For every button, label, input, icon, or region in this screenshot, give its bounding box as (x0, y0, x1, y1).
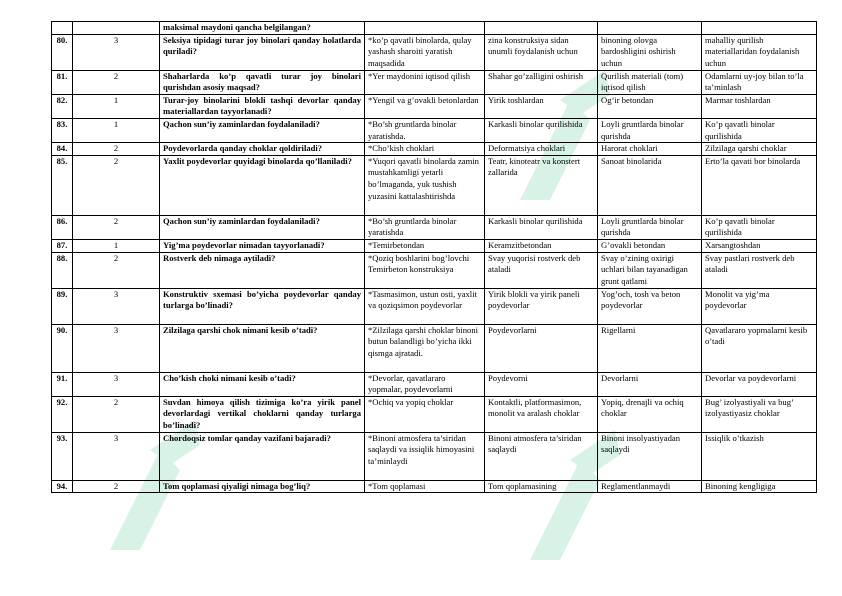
difficulty-level: 2 (73, 215, 160, 239)
correct-answer (365, 22, 485, 35)
table-row (52, 252, 817, 288)
answer-option: Bug’ izolyastiyali va bug’ izolyastiyasiz choklar (702, 396, 817, 432)
question-number: 92. (52, 396, 73, 432)
answer-option: Sanoat binolarida (598, 155, 702, 215)
answer-option: Qavatlararo yopmalarni kesib o’tadi (702, 324, 817, 372)
difficulty-level: 2 (73, 155, 160, 215)
correct-answer: *Tasmasimon, ustun osti, yaxlit va qoziqsimon poydevorlar (365, 288, 485, 324)
difficulty-level: 1 (73, 118, 160, 142)
answer-option: mahalliy qurilish materiallaridan foydalanish uchun (702, 34, 817, 70)
question-number: 85. (52, 155, 73, 215)
question-text: Yaxlit poydevorlar quyidagi binolarda qo’llaniladi? (160, 155, 365, 215)
question-number: 94. (52, 480, 73, 493)
question-number: 86. (52, 215, 73, 239)
table-row (52, 34, 817, 70)
question-number: 82. (52, 94, 73, 118)
difficulty-level: 3 (73, 372, 160, 396)
question-text: Zilzilaga qarshi chok nimani kesib o’tadi? (160, 324, 365, 372)
answer-option: Svay o’zining oxirigi uchlari bilan tayanadigan grunt qatlami (598, 252, 702, 288)
table-row (52, 22, 817, 35)
correct-answer: *Yuqori qavatli binolarda zamin mustahkamligi yetarli bo’lmaganda, yuk tushish yuzasini kattalashtirishda (365, 155, 485, 215)
table-row (52, 324, 817, 372)
difficulty-level: 2 (73, 143, 160, 156)
correct-answer: *Cho’kish choklari (365, 143, 485, 156)
question-text: Seksiya tipidagi turar joy binolari qanday holatlarda quriladi? (160, 34, 365, 70)
question-text: Shaharlarda ko’p qavatli turar joy binolari qurishdan asosiy maqsad? (160, 70, 365, 94)
question-text: Konstruktiv sxemasi bo’yicha poydevorlar qanday turlarga bo’linadi? (160, 288, 365, 324)
question-text: Qachon sun’iy zaminlardan foydalaniladi? (160, 215, 365, 239)
answer-option: G’ovakli betondan (598, 239, 702, 252)
question-number: 83. (52, 118, 73, 142)
answer-option: Poydevorni (485, 372, 598, 396)
correct-answer: *Qoziq boshlarini bog’lovchi Temirbeton konstruksiya (365, 252, 485, 288)
question-text: maksimal maydoni qancha belgilangan? (160, 22, 365, 35)
answer-option: Zilzilaga qarshi choklar (702, 143, 817, 156)
answer-option: Teatr, kinoteatr va konstert zallarida (485, 155, 598, 215)
correct-answer: *Temirbetondan (365, 239, 485, 252)
question-table (51, 21, 817, 493)
table-row (52, 215, 817, 239)
difficulty-level: 1 (73, 94, 160, 118)
difficulty-level: 2 (73, 252, 160, 288)
answer-option: Monolit va yig’ma poydevorlar (702, 288, 817, 324)
answer-option: Ko’p qavatli binolar qurilishida (702, 215, 817, 239)
answer-option: Loyli gruntlarda binolar qurishda (598, 215, 702, 239)
question-number: 88. (52, 252, 73, 288)
correct-answer: *Ochiq va yopiq choklar (365, 396, 485, 432)
answer-option: Svay yuqorisi rostverk deb ataladi (485, 252, 598, 288)
answer-option: Xarsangtoshdan (702, 239, 817, 252)
difficulty-level: 3 (73, 432, 160, 480)
answer-option: Rigellarni (598, 324, 702, 372)
answer-option: Poydevorlarni (485, 324, 598, 372)
table-row (52, 143, 817, 156)
question-number: 80. (52, 34, 73, 70)
answer-option: Karkasli binolar qurilishida (485, 118, 598, 142)
answer-option: Devorlarni (598, 372, 702, 396)
question-number: 90. (52, 324, 73, 372)
answer-option: Devorlar va poydevorlarni (702, 372, 817, 396)
question-text: Chordoqsiz tomlar qanday vazifani bajaradi? (160, 432, 365, 480)
answer-option: zina konstruksiya sidan unumli foydalanish uchun (485, 34, 598, 70)
table-row (52, 288, 817, 324)
question-number: 91. (52, 372, 73, 396)
correct-answer: *Yengil va g’ovakli betonlardan (365, 94, 485, 118)
difficulty-level: 2 (73, 480, 160, 493)
question-text: Suvdan himoya qilish tizimiga ko’ra yirik panel devorlardagi vertikal choklarni qanday turlarga bo’linadi? (160, 396, 365, 432)
question-text: Tom qoplamasi qiyaligi nimaga bog’liq? (160, 480, 365, 493)
correct-answer: *Bo’sh gruntlarda binolar yaratishda. (365, 118, 485, 142)
question-number: 84. (52, 143, 73, 156)
answer-option: Binoning kengligiga (702, 480, 817, 493)
question-text: Qachon sun’iy zaminlardan foydalaniladi? (160, 118, 365, 142)
answer-option: Svay pastlari rostverk deb ataladi (702, 252, 817, 288)
answer-option: Issiqlik o’tkazish (702, 432, 817, 480)
correct-answer: *Tom qoplamasi (365, 480, 485, 493)
difficulty-level (73, 22, 160, 35)
answer-option: Tom qoplamasining (485, 480, 598, 493)
answer-option: Loyli gruntlarda binolar qurishda (598, 118, 702, 142)
difficulty-level: 1 (73, 239, 160, 252)
answer-option: Kontaktli, platformasimon, monolit va aralash choklar (485, 396, 598, 432)
correct-answer: *Zilzilaga qarshi choklar binoni butun balandligi bo’yicha ikki qismga ajratadi. (365, 324, 485, 372)
difficulty-level: 3 (73, 288, 160, 324)
answer-option: Ko’p qavatli binolar qurilishida (702, 118, 817, 142)
table-row (52, 480, 817, 493)
question-number: 93. (52, 432, 73, 480)
answer-option: Deformatsiya choklari (485, 143, 598, 156)
table-row (52, 396, 817, 432)
answer-option: Binoni atmosfera ta’siridan saqlaydi (485, 432, 598, 480)
difficulty-level: 2 (73, 70, 160, 94)
question-number: 89. (52, 288, 73, 324)
answer-option: Odamlarni uy-joy bilan to’la ta’minlash (702, 70, 817, 94)
answer-option: Erto’la qavati bor binolarda (702, 155, 817, 215)
question-number: 87. (52, 239, 73, 252)
answer-option (485, 22, 598, 35)
answer-option: Yirik blokli va yirik paneli poydevorlar (485, 288, 598, 324)
correct-answer: *ko’p qavatli binolarda, qulay yashash sharoiti yaratish maqsadida (365, 34, 485, 70)
question-number (52, 22, 73, 35)
answer-option: Shahar go’zalligini oshirish (485, 70, 598, 94)
answer-option: Og’ir betondan (598, 94, 702, 118)
table-row (52, 372, 817, 396)
difficulty-level: 3 (73, 34, 160, 70)
question-text: Rostverk deb nimaga aytiladi? (160, 252, 365, 288)
question-number: 81. (52, 70, 73, 94)
answer-option: Marmar toshlardan (702, 94, 817, 118)
answer-option: Yog’och, tosh va beton poydevorlar (598, 288, 702, 324)
table-row (52, 239, 817, 252)
answer-option: Reglamentlanmaydi (598, 480, 702, 493)
question-text: Cho’kish choki nimani kesib o’tadi? (160, 372, 365, 396)
answer-option: Harorat choklari (598, 143, 702, 156)
answer-option (702, 22, 817, 35)
correct-answer: *Devorlar, qavatlararo yopmalar, poydevorlarni (365, 372, 485, 396)
answer-option: Karkasli binolar qurilishida (485, 215, 598, 239)
answer-option: Yopiq, drenajli va ochiq choklar (598, 396, 702, 432)
table-row (52, 70, 817, 94)
correct-answer: *Binoni atmosfera ta’siridan saqlaydi va issiqlik himoyasini ta’minlaydi (365, 432, 485, 480)
difficulty-level: 2 (73, 396, 160, 432)
correct-answer: *Bo’sh gruntlarda binolar yaratishda (365, 215, 485, 239)
difficulty-level: 3 (73, 324, 160, 372)
answer-option: Qurilish materiali (tom) iqtisod qilish (598, 70, 702, 94)
answer-option: Yirik toshlardan (485, 94, 598, 118)
table-row (52, 118, 817, 142)
answer-option: Binoni insolyastiyadan saqlaydi (598, 432, 702, 480)
answer-option: Keramzitbetondan (485, 239, 598, 252)
question-text: Poydevorlarda qanday choklar qoldiriladi? (160, 143, 365, 156)
table-row (52, 155, 817, 215)
question-text: Turar-joy binolarini blokli tashqi devorlar qanday materiallardan tayyorlanadi? (160, 94, 365, 118)
correct-answer: *Yer maydonini iqtisod qilish (365, 70, 485, 94)
table-row (52, 432, 817, 480)
table-row (52, 94, 817, 118)
question-text: Yig’ma poydevorlar nimadan tayyorlanadi? (160, 239, 365, 252)
answer-option: binoning olovga bardoshliginі oshirish uchun (598, 34, 702, 70)
answer-option (598, 22, 702, 35)
